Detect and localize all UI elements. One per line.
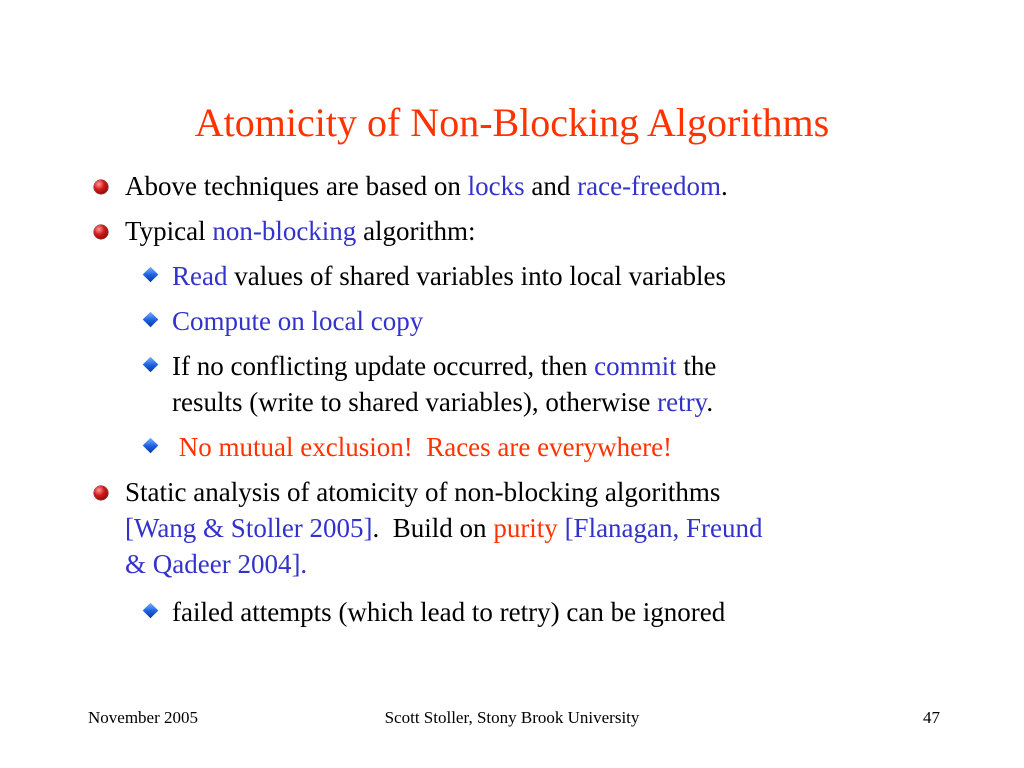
footer-author: Scott Stoller, Stony Brook University [384,708,640,727]
slide-title: Atomicity of Non-Blocking Algorithms [194,100,830,145]
bullet-1-locks: locks [467,171,525,201]
bullet-2-non-blocking: non-blocking [212,216,357,246]
bullet-3-purity: purity [493,513,558,543]
bullet-1-period: . [721,171,728,201]
blue-diamond-bullet-icon [143,267,159,283]
subbullet-2-1 [172,258,726,294]
footer-date: November 2005 [88,708,199,727]
subbullet-2-2: Compute on local copy [172,306,424,336]
subbullet-2-3-the: the [676,351,717,381]
bullet-1-text: Above techniques are based on [125,171,468,201]
subbullet-2-3-period: . [706,387,714,417]
subbullet-2-1-text: values of shared variables into local variables [227,261,727,291]
bullet-2-text: Typical [125,216,213,246]
bullet-1 [125,168,728,204]
bullet-3-line-3: & Qadeer 2004]. [125,549,308,579]
bullet-3-line-2 [125,510,763,546]
subbullet-2-3-retry: retry [657,387,707,417]
bullet-2 [125,213,476,249]
red-ball-bullet-icon [94,225,108,239]
subbullet-2-3-line-1 [172,348,716,384]
red-ball-bullet-icon [94,180,108,194]
blue-diamond-bullet-icon [143,603,159,619]
red-ball-bullet-icon [94,486,108,500]
bullet-1-and: and [524,171,578,201]
bullet-3-space [558,513,565,543]
bullet-3-build-on: . Build on [372,513,494,543]
subbullet-2-1-read: Read [172,261,228,291]
subbullet-2-3-text: If no conflicting update occurred, then [172,351,595,381]
bullet-3-line-1: Static analysis of atomicity of non-blocking algorithms [125,477,721,507]
subbullet-2-3-line-2 [172,384,713,420]
blue-diamond-bullet-icon [143,357,159,373]
bullet-3-citation-flanagan: [Flanagan, Freund [564,513,763,543]
bullet-3-citation-wang: [Wang & Stoller 2005] [125,513,373,543]
bullet-2-algorithm: algorithm: [356,216,476,246]
blue-diamond-bullet-icon [143,312,159,328]
subbullet-3-1: failed attempts (which lead to retry) can be ignored [172,597,726,627]
footer-page-number: 47 [923,708,940,727]
subbullet-2-3-results: results (write to shared variables), otherwise [172,387,658,417]
blue-diamond-bullet-icon [143,438,159,454]
subbullet-2-3-commit: commit [594,351,677,381]
subbullet-2-4: No mutual exclusion! Races are everywhere! [172,432,673,462]
bullet-1-race-freedom: race-freedom [577,171,722,201]
